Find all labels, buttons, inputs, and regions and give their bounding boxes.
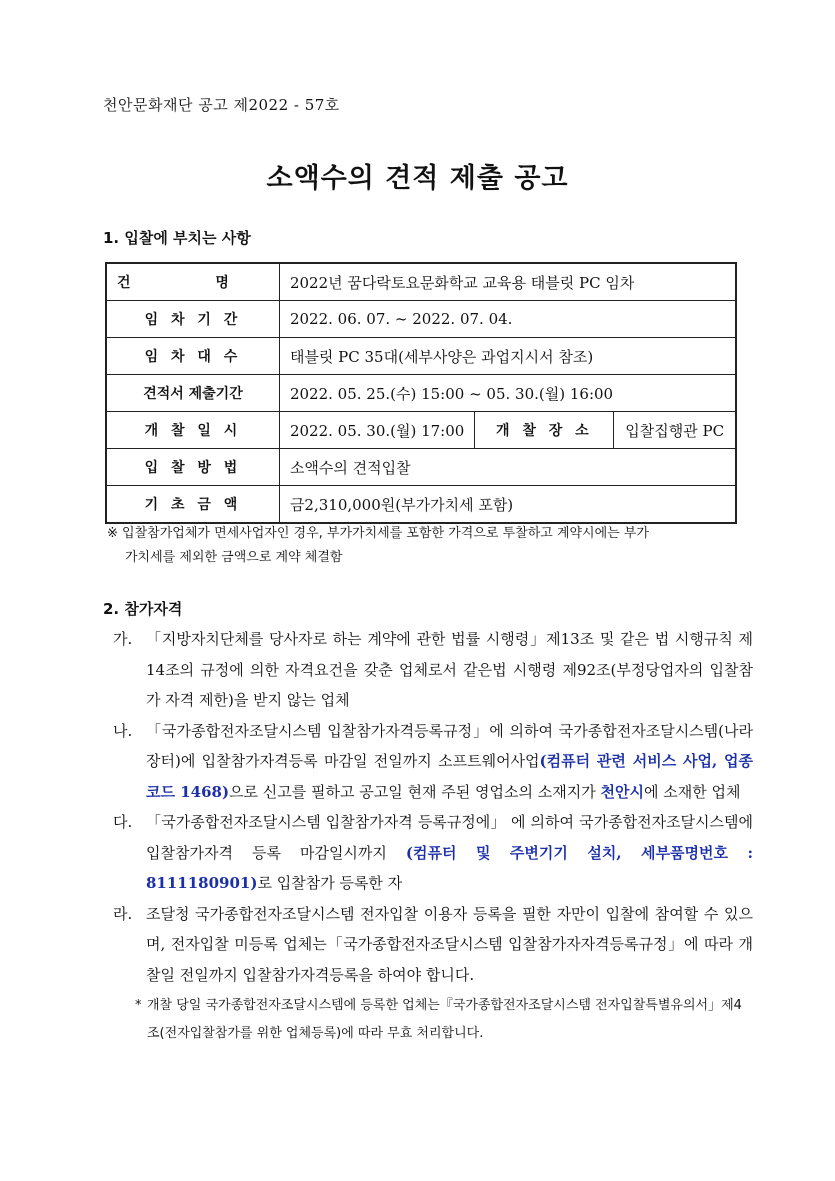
- item-marker: 가.: [113, 630, 133, 648]
- note-marker: *: [135, 998, 142, 1013]
- item-marker: 나.: [113, 721, 133, 740]
- section-2-heading: 2. 참가자격: [103, 600, 183, 618]
- value-opening-place: 입찰집행관 PC: [614, 412, 736, 449]
- list-item: [113, 716, 753, 808]
- value-period: 2022. 06. 07. ~ 2022. 07. 04.: [279, 301, 736, 338]
- highlight-text: 천안시: [600, 782, 644, 801]
- text-segment: 에 소재한 업체: [643, 782, 741, 801]
- value-method: 소액수의 견적입찰: [279, 449, 736, 486]
- value-name: 2022년 꿈다락토요문화학교 교육용 태블릿 PC 임차: [279, 263, 736, 301]
- invalid-bid-note: [135, 992, 753, 1048]
- bid-info-table: [105, 262, 737, 524]
- item-text: 조달청 국가종합전자조달시스템 전자입찰 이용자 등록을 필한 자만이 입찰에 참여할 수 있으며, 전자입찰 미등록 업체는「국가종합전자조달시스템 입찰참가자자격등록규정」에 따라 개찰일 전일까지 입찰참가자격등록을 하여야 합니다.: [146, 904, 753, 984]
- vat-note: [107, 522, 747, 570]
- text-segment: 으로 신고를 필하고 공고일 현재 주된 영업소의 소재지가: [229, 782, 601, 801]
- value-opening: 2022. 05. 30.(월) 17:00: [279, 412, 474, 449]
- label-opening-place: 개 찰 장 소: [475, 412, 614, 449]
- note-text: 개찰 당일 국가종합전자조달시스템에 등록한 업체는『국가종합전자조달시스템 전자입찰특별유의서」제4조(전자입찰참가를 위한 업체등록)에 따라 무효 처리합니다.: [147, 998, 742, 1041]
- item-marker: 다.: [113, 813, 133, 831]
- qualification-list: [113, 624, 753, 1048]
- label-quantity: 임 차 대 수: [106, 338, 279, 375]
- highlight-text: (컴퓨터 관련 서비스 사업, 업종코드 1468): [146, 752, 753, 801]
- label-period: 임 차 기 간: [106, 301, 279, 338]
- vat-note-line-1: ※ 입찰참가업체가 면세사업자인 경우, 부가가치세를 포함한 가격으로 투찰하고 계약시에는 부가: [107, 526, 649, 541]
- text-segment: 「국가종합전자조달시스템 입찰참가자격 등록규정에」 에 의하여 국가종합전자조달시스템에 입찰참가자격 등록 마감일시까지: [146, 813, 753, 862]
- label-opening: 개 찰 일 시: [106, 412, 279, 449]
- label-name: 건 명: [106, 263, 279, 301]
- list-item: [113, 624, 753, 716]
- table-row: [106, 375, 736, 412]
- section-1-heading: 1. 입찰에 부치는 사항: [103, 229, 251, 247]
- item-marker: 라.: [113, 904, 133, 923]
- item-text: [146, 716, 753, 808]
- text-segment: 로 입찰참가 등록한 자: [257, 874, 403, 892]
- table-row: [106, 263, 736, 301]
- list-item: [113, 807, 753, 899]
- notice-number: 천안문화재단 공고 제2022 - 57호: [103, 96, 340, 114]
- item-text: 「지방자치단체를 당사자로 하는 계약에 관한 법률 시행령」제13조 및 같은 법 시행규칙 제14조의 규정에 의한 자격요건을 갖춘 업체로서 같은법 시행령 제92조(부정당업자의 입찰참가 자격 제한)을 받지 않는 업체: [146, 630, 753, 709]
- text-segment: 「국가종합전자조달시스템 입찰참가자격등록규정」에 의하여 국가종합전자조달시스템(나라장터)에 입찰참가자격등록 마감일 전일까지 소프트웨어사업: [146, 721, 753, 770]
- list-item: [113, 899, 753, 991]
- value-price: 금2,310,000원(부가가치세 포함): [279, 486, 736, 524]
- label-price: 기 초 금 액: [106, 486, 279, 524]
- page-title: 소액수의 견적 제출 공고: [266, 163, 569, 194]
- label-submission: 견적서 제출기간: [106, 375, 279, 412]
- table-row: [106, 412, 736, 449]
- table-row: [106, 449, 736, 486]
- table-row: [106, 486, 736, 524]
- table-row: [106, 338, 736, 375]
- vat-note-line-2: 가치세를 제외한 금액으로 계약 체결함: [125, 550, 343, 565]
- label-method: 입 찰 방 법: [106, 449, 279, 486]
- item-text: [146, 807, 753, 899]
- highlight-text: (컴퓨터 및 주변기기 설치, 세부품명번호 : 8111180901): [146, 843, 753, 892]
- value-submission: 2022. 05. 25.(수) 15:00 ~ 05. 30.(월) 16:00: [279, 375, 736, 412]
- value-quantity: 태블릿 PC 35대(세부사양은 과업지시서 참조): [279, 338, 736, 375]
- table-row: [106, 301, 736, 338]
